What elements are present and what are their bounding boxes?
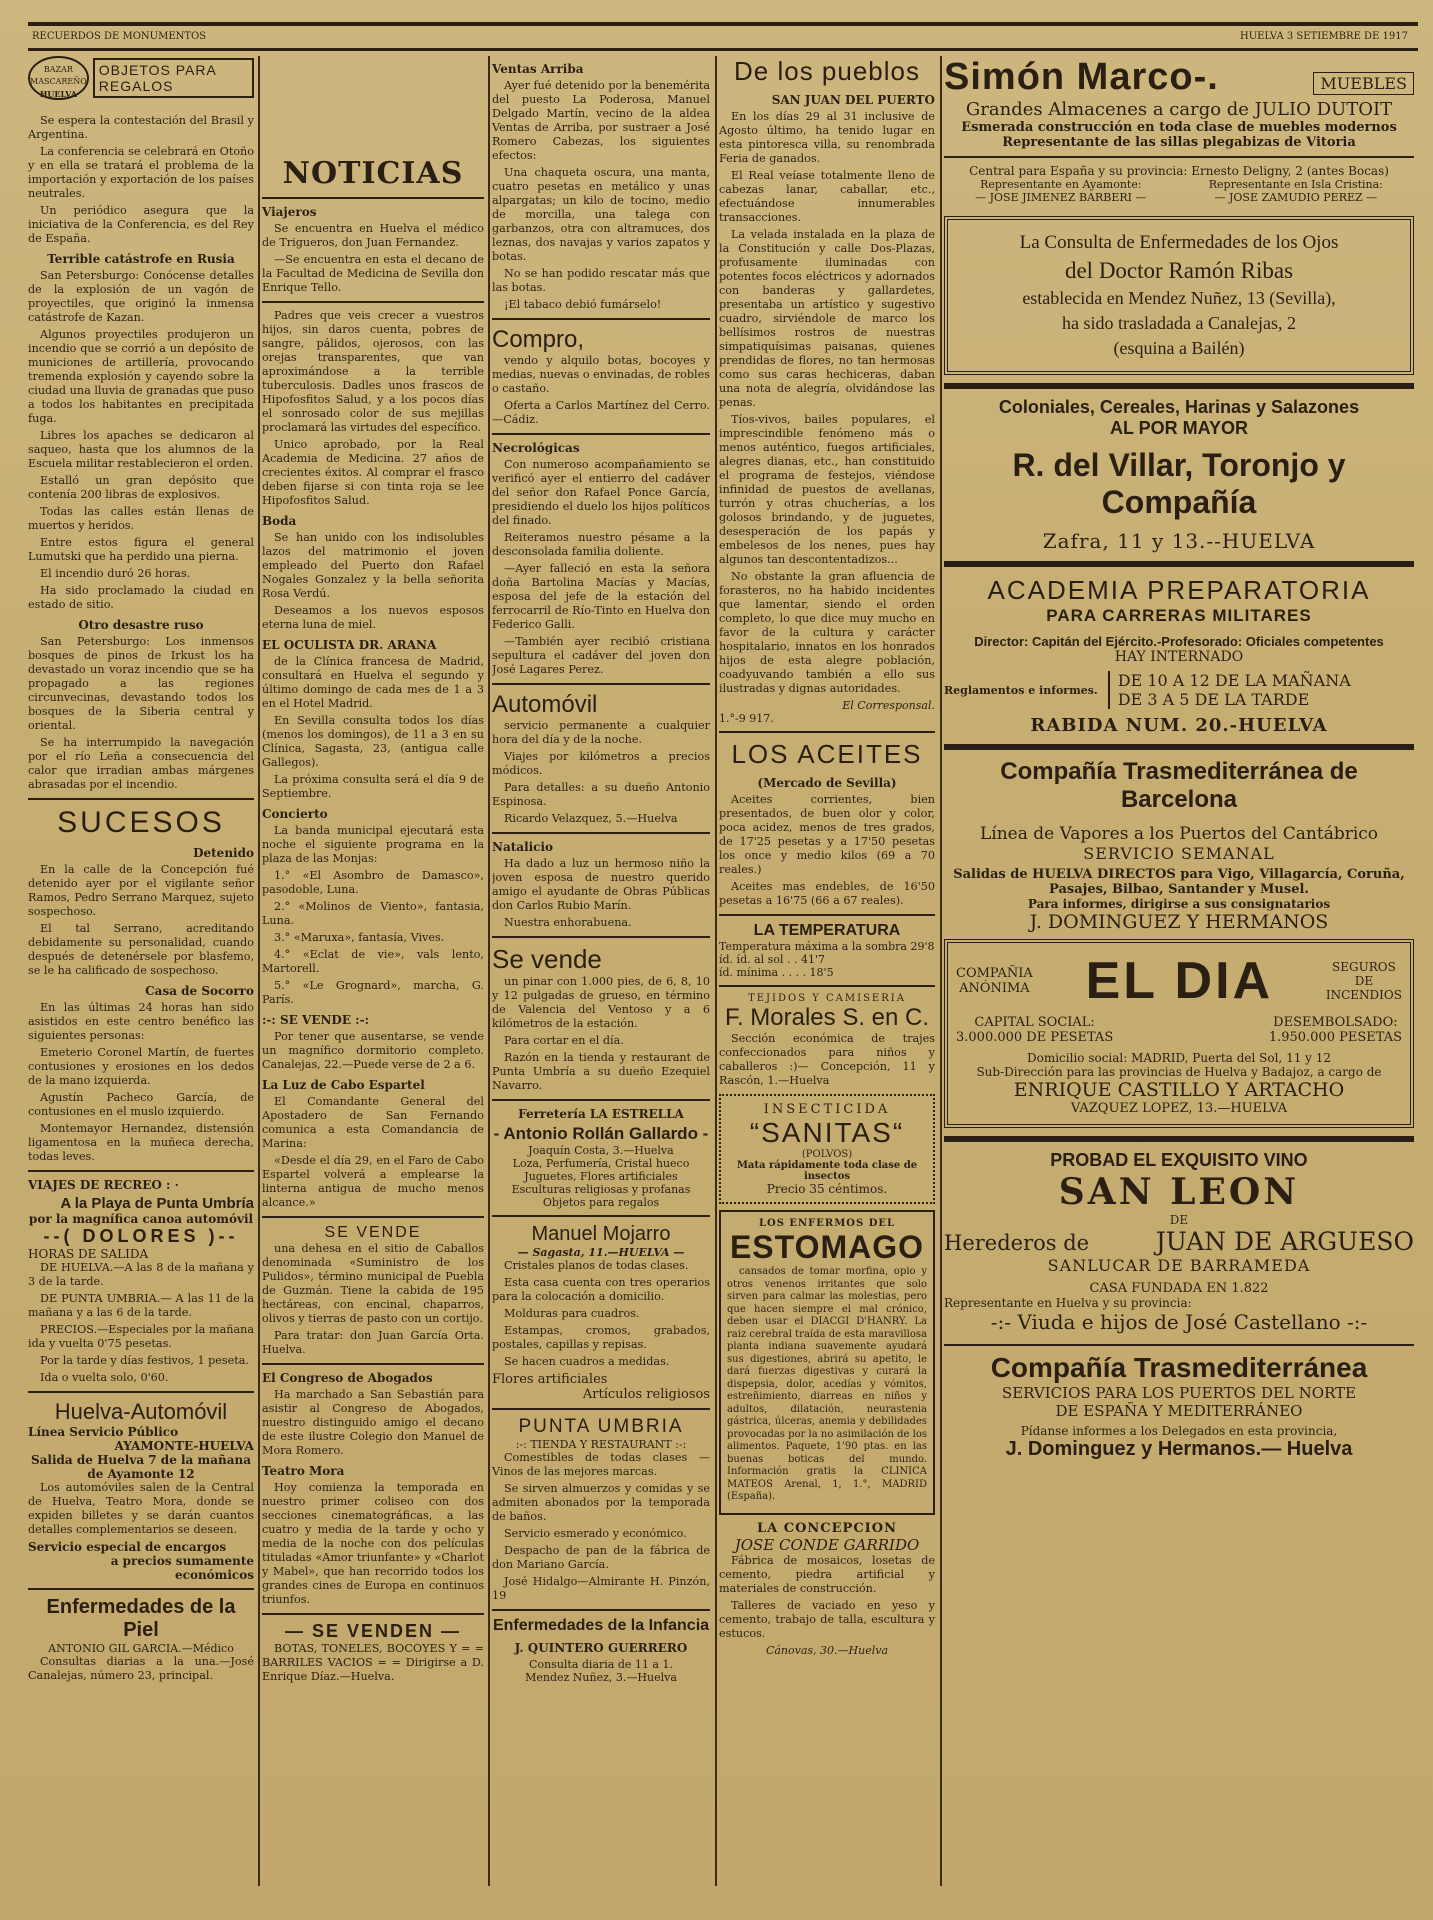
ad-line: 3.000.000 DE PESETAS [956, 1030, 1114, 1045]
paragraph: Ha dado a luz un hermoso niño la joven esposa de nuestro querido amigo el ayudante de Obras Públicas don Carlos Rubio Marín. [492, 857, 710, 912]
paragraph: Por tener que ausentarse, se vende un magnífico dormitorio completo. Canalejas, 22.—Puede verse de 2 a 6. [262, 1030, 484, 1071]
subheading: Viajeros [262, 205, 317, 219]
paragraph: Sección económica de trajes confeccionados para niños y caballeros :)— Concepción, 11 y Rascón, 1.—Huelva [719, 1032, 935, 1087]
ad-line: ENRIQUE CASTILLO Y ARTACHO [1013, 1079, 1345, 1101]
paragraph: Padres que veis crecer a vuestros hijos, sin daros cuenta, pobres de sangre, pálidos, ojerosos, con las orejas transparentes, que van aproximándose a la terrible tuberculosis. Dadles unos frascos de Hipofosfitos Salud, y a los pocos días el sonrosado color de sus mejillas proclamará las virtudes del específico. [262, 309, 484, 434]
ad-line: :-: TIENDA Y RESTAURANT :-: [515, 1438, 687, 1451]
ad-line: Mendez Nuñez, 3.—Huelva [525, 1671, 677, 1684]
section-title: De los pueblos [734, 56, 920, 86]
temperature-min: íd. mínima . . . . 18'5 [719, 966, 834, 979]
ad-line: — JOSE ZAMUDIO PEREZ — [1214, 191, 1378, 204]
divider [492, 318, 710, 320]
ad-line: Objetos para regalos [542, 1196, 660, 1209]
subheading: Teatro Mora [262, 1464, 345, 1478]
ad-title: - Antonio Rollán Gallardo - [493, 1124, 709, 1143]
paragraph: Agustín Pacheco García, de contusiones en el muslo izquierdo. [28, 1091, 254, 1118]
paragraph: Algunos proyectiles produjeron un incendio que se corrió a un depósito de municiones de artillería, provocando tremenda explosión y cayendo sobre la ciudad una lluvia de granadas que puso a todos los habitantes en precipitada fuga. [28, 328, 254, 425]
divider [944, 561, 1414, 567]
paragraph: No obstante la gran afluencia de forasteros, no ha habido incidentes que lamentar, siendo el orden completo, lo que dice muy mucho en favor de la cultura y carácter hospitalario, innatos en los honrados hijos de esta alegre población, coadyuvando también a ello sus ilustradas y dignas autoridades. [719, 570, 935, 695]
paragraph: En los días 29 al 31 inclusive de Agosto último, ha tenido lugar en esta pintoresca villa, su renombrada Feria de ganados. [719, 110, 935, 165]
paragraph: Comestibles de todas clases — Vinos de las mejores marcas. [492, 1451, 710, 1478]
ad-line: AYAMONTE-HUELVA [114, 1439, 254, 1453]
paragraph: Una chaqueta oscura, una manta, cuatro pesetas en metálico y unas alpargatas; un kilo de tocino, medio de morcilla, una talega con garbanzos, otra con altramuces, dos leznas, dos navajas y varios zapatos y botas. [492, 166, 710, 263]
villar-ad [944, 397, 1414, 553]
paragraph: DE HUELVA.—A las 8 de la mañana y 3 de la tarde. [28, 1261, 254, 1288]
subheading: La Luz de Cabo Espartel [262, 1078, 425, 1092]
column-rule [258, 56, 260, 1886]
ad-line: DE [1169, 1213, 1189, 1227]
paragraph: Consultas diarias a la una.—José Canalejas, número 23, principal. [28, 1655, 254, 1682]
paragraph: Unico aprobado, por la Real Academia de Medicina. 27 años de crecientes éxitos. Al comprar el frasco deben fijarse si con tinta roja se lee Hipofosfitos Salud. [262, 438, 484, 507]
ad-line: Director: Capitán del Ejército.-Profesorado: Oficiales competentes [974, 634, 1384, 649]
subheading: (Mercado de Sevilla) [757, 776, 897, 790]
paragraph: Se ha interrumpido la navegación por el río Leña a consecuencia del calor que irradian ambas márgenes abrasadas por el incendio. [28, 736, 254, 791]
paragraph: El tal Serrano, acreditando debidamente su personalidad, cuando después de detenérsele por blasfemo, se le ha calificado de sospechoso. [28, 922, 254, 977]
divider [492, 1408, 710, 1410]
paragraph: 5.° «Le Grognard», marcha, G. París. [262, 979, 484, 1006]
paragraph: El Comandante General del Apostadero de San Fernando comunica a esta Comandancia de Marina: [262, 1095, 484, 1150]
divider [28, 1391, 254, 1393]
subheading: Necrológicas [492, 441, 580, 455]
column-3 [492, 56, 710, 1684]
paragraph: Entre estos figura el general Lumutski que ha perdido una pierna. [28, 536, 254, 563]
paragraph: Estalló un gran depósito que contenía 200 libras de explosivos. [28, 474, 254, 501]
ad-line: Reglamentos e informes. [944, 683, 1098, 697]
ad-title: SAN LEON [1058, 1171, 1300, 1213]
header-left: RECUERDOS DE MONUMENTOS [32, 31, 207, 42]
ad-line: SANLUCAR DE BARRAMEDA [1047, 1256, 1311, 1275]
column-2 [262, 56, 484, 1687]
ad-line: Representante en Huelva y su provincia: [944, 1296, 1192, 1310]
ferreteria-ad [492, 1107, 710, 1209]
ad-line: AL POR MAYOR [1109, 418, 1249, 438]
paragraph: —Se encuentra en esta el decano de la Facultad de Medicina de Sevilla don Enrique Tello. [262, 253, 484, 294]
paragraph: Fábrica de mosaicos, losetas de cemento, piedra artificial y materiales de construcción. [719, 1553, 935, 1595]
paragraph: El incendio duró 26 horas. [40, 567, 191, 580]
subheading: Otro desastre ruso [78, 618, 204, 632]
ad-line: Esmerada construcción en toda clase de muebles modernos [961, 120, 1397, 135]
simon-marco-ad [944, 56, 1414, 204]
paragraph: Cristales planos de todas clases. [504, 1259, 689, 1272]
ad-title: Enfermedades de la Infancia [492, 1617, 710, 1634]
column-rule [715, 56, 717, 1886]
ad-title: Compañía Trasmediterránea [990, 1352, 1368, 1383]
paragraph: Emeterio Coronel Martín, de fuertes contusiones y erosiones en los dedos de la mano izquierda. [28, 1046, 254, 1087]
ad-line: ANÓNIMA [959, 981, 1030, 996]
divider [492, 936, 710, 938]
section-title: LA TEMPERATURA [753, 922, 901, 939]
paragraph: de la Clínica francesa de Madrid, consultará en Huelva el segundo y último domingo de cada mes de 1 a 3 en el Hotel Madrid. [262, 655, 484, 710]
paragraph: La banda municipal ejecutará esta noche el siguiente programa en la plaza de las Monjas: [262, 824, 484, 865]
ad-line: PROBAD EL EXQUISITO VINO [1050, 1150, 1308, 1170]
ad-line: Zafra, 11 y 13.--HUELVA [1042, 529, 1316, 553]
dateline: 1.°-9 917. [719, 712, 774, 725]
paragraph: La próxima consulta será el día 9 de Septiembre. [262, 773, 484, 800]
paragraph: Razón en la tienda y restaurant de Punta Umbría a su dueño Ezequiel Navarro. [492, 1051, 710, 1092]
ad-line: COMPAÑIA [956, 966, 1033, 981]
ad-line: Precio 35 céntimos. [766, 1182, 888, 1196]
huelva-automovil-ad [28, 1399, 254, 1582]
temperature-sun: íd. íd. al sol . . 41'7 [719, 953, 825, 966]
paragraph: La velada instalada en la plaza de la Constitución y calle Dos-Plazas, profusamente iluminadas con potentes focos eléctricos y adornados con banderas y gallardetes, presentaba un artístico y sugestivo cuadro, sirviéndole de marco los bellísimos rostros de nuestras simpatiquísimas paisanas, quienes prendidas de flores, no tan hermosas como sus caras hechiceras, daban una nota de alegría, olvidándose las penas. [719, 228, 935, 409]
ad-title: ESTOMAGO [729, 1229, 925, 1265]
ad-line: DESEMBOLSADO: [1273, 1015, 1398, 1030]
subheading: :-: SE VENDE :-: [262, 1013, 370, 1027]
paragraph: Se encuentra en Huelva el médico de Trigueros, don Juan Fernandez. [262, 222, 484, 249]
ad-title: Enfermedades de la Piel [46, 1596, 236, 1641]
ad-line: JUAN DE ARGUESO [1155, 1227, 1414, 1256]
paragraph: San Petersburgo: Conócense detalles de la explosión de un vagón de proyectiles, que originó la inmensa catástrofe de Kazan. [28, 269, 254, 324]
section-title: LOS ACEITES [731, 739, 923, 769]
ad-line: Mata rápidamente toda clase de insectos [736, 1160, 918, 1182]
paragraph: Para detalles: a su dueño Antonio Espinosa. [492, 781, 710, 808]
mojarro-ad [492, 1223, 710, 1402]
paragraph: Ida o vuelta solo, 0'60. [40, 1371, 169, 1384]
ad-line: Salidas de HUELVA DIRECTOS para Vigo, Villagarcía, Coruña, Pasajes, Bilbao, Santander y Musel. [953, 867, 1405, 897]
ad-line: Línea Servicio Público [28, 1425, 179, 1439]
divider [944, 1136, 1414, 1142]
paragraph: El Real veíase totalmente lleno de cabezas lanar, caballar, etc., efectuándose innumerables transacciones. [719, 169, 935, 224]
ad-title: ACADEMIA PREPARATORIA [987, 575, 1371, 605]
paragraph: Hoy comienza la temporada en nuestro primer coliseo con dos secciones cinematográficas, a las cuatro y media de la tarde y ocho y media de la noche con dos películas tituladas «Amor triunfante» y «Charlot y Mabel», que han recorrido todos los grandes cines de Europa en continuos triunfos. [262, 1481, 484, 1606]
paragraph: Aceites corrientes, bien presentados, de buen olor y color, poca acidez, menos de tres grados, de 17'25 pesetas y a 17'50 pesetas los once y medio kilos (69 a 70 reales.) [719, 793, 935, 876]
ad-line: Servicio especial de encargos [28, 1540, 227, 1554]
ad-line: Juguetes, Flores artificiales [524, 1170, 678, 1183]
ad-line: SEGUROS [1332, 960, 1396, 974]
divider [944, 1344, 1414, 1346]
byline: El Corresponsal. [842, 699, 935, 712]
divider [28, 1170, 254, 1172]
ad-line: Flores artificiales [492, 1372, 608, 1387]
paragraph: —Ayer falleció en esta la señora doña Bartolina Macías y Macías, esposa del jefe de la estación del ferrocarril de Río-Tinto en Huelva don Federico Galli. [492, 562, 710, 631]
ad-line: CAPITAL SOCIAL: [974, 1015, 1095, 1030]
subheading: Terrible catástrofe en Rusia [47, 252, 235, 266]
subheading: El Congreso de Abogados [262, 1371, 433, 1385]
divider [719, 914, 935, 916]
divider [719, 985, 935, 987]
ad-line: Cánovas, 30.—Huelva [765, 1643, 889, 1657]
ad-line: Grandes Almacenes a cargo de JULIO DUTOIT [965, 99, 1393, 120]
paragraph: Todas las calles están llenas de muertos y heridos. [28, 505, 254, 532]
ad-line: J. QUINTERO GUERRERO [514, 1641, 688, 1655]
ad-title: JOSE CONDE GARRIDO [734, 1535, 920, 1554]
ad-line: LA CONCEPCION [757, 1520, 897, 1536]
ad-line: Consulta diaria de 11 a 1. [529, 1658, 673, 1671]
ad-line: A la Playa de Punta Umbría [60, 1195, 254, 1212]
paragraph: Ricardo Velazquez, 5.—Huelva [504, 812, 678, 825]
ad-line: INCENDIOS [1325, 988, 1402, 1002]
ad-title: Automóvil [492, 691, 598, 718]
paragraph: La conferencia se celebrará en Otoño y en ella se tratará el problema de la importación y exportación de los países neutrales. [28, 145, 254, 200]
ad-line: DE 3 A 5 DE LA TARDE [1117, 690, 1310, 709]
ad-line: por la magnífica canoa automóvil [28, 1212, 254, 1226]
compro-ad [492, 326, 710, 354]
bazar-title: OBJETOS PARA REGALOS [93, 58, 254, 98]
ad-title: F. Morales S. en C. [724, 1004, 930, 1031]
ad-line: (POLVOS) [801, 1149, 853, 1160]
ad-title: R. del Villar, Toronjo y Compañía [1012, 447, 1346, 520]
ad-line: Coloniales, Cereales, Harinas y Salazones [998, 397, 1360, 417]
ad-line: VAZQUEZ LOPEZ, 13.—HUELVA [1070, 1101, 1288, 1116]
divider [262, 1613, 484, 1615]
ad-title: PUNTA UMBRIA [518, 1416, 684, 1437]
trasmediterranea-barcelona-ad [944, 758, 1414, 933]
ad-title: Compro, [492, 326, 585, 353]
ad-line: TEJIDOS Y CAMISERIA [748, 993, 906, 1004]
temperature-max: Temperatura máxima a la sombra 29'8 [719, 940, 935, 953]
paragraph: 4.° «Eclat de vie», vals lento, Martorell. [262, 948, 484, 975]
ad-title: Simón Marco-. [944, 56, 1219, 98]
paragraph: Con numeroso acompañamiento se verificó ayer el entierro del cadáver del señor don Rafael Ponce García, presidiendo el duelo los hijos políticos del finado. [492, 458, 710, 527]
subheading: SAN JUAN DEL PUERTO [771, 93, 935, 107]
trasmediterranea-ad [944, 1352, 1414, 1461]
ad-line: (esquina a Bailén) [1113, 338, 1245, 358]
ad-line: 1.950.000 PESETAS [1268, 1030, 1402, 1045]
ad-line: de Ayamonte 12 [87, 1467, 195, 1481]
subheading: EL OCULISTA DR. ARANA [262, 638, 437, 652]
ad-line: Salida de Huelva 7 de la mañana [30, 1453, 251, 1467]
paragraph: Talleres de vaciado en yeso y cemento, trabajo de talla, escultura y estucos. [719, 1598, 935, 1640]
ad-title: — SE VENDEN — [284, 1621, 462, 1641]
ad-line: CASA FUNDADA EN 1.822 [1089, 1281, 1269, 1296]
paragraph: Se hacen cuadros a medidas. [504, 1355, 670, 1368]
paragraph: Molduras para cuadros. [504, 1307, 640, 1320]
ad-line: — JOSE JIMENEZ BARBERI — [975, 191, 1147, 204]
paragraph: Un periódico asegura que la iniciativa de la Conferencia, es del Rey de España. [28, 204, 254, 245]
divider [492, 1609, 710, 1611]
ad-line: ANTONIO GIL GARCIA.—Médico [48, 1642, 234, 1655]
column-rule [488, 56, 490, 1886]
ad-line: Loza, Perfumería, Cristal hueco [512, 1157, 690, 1170]
subheading: Casa de Socorro [145, 984, 254, 998]
divider [492, 832, 710, 834]
ad-line: J. Dominguez y Hermanos.— Huelva [1005, 1438, 1353, 1460]
column-1 [28, 56, 254, 1686]
ad-line: LOS ENFERMOS DEL [758, 1218, 896, 1229]
subheading: Boda [262, 514, 297, 528]
ad-line: PARA CARRERAS MILITARES [1046, 606, 1312, 625]
divider [262, 1216, 484, 1218]
divider [262, 301, 484, 303]
bazar-logo: BAZAR MASCAREÑO HUELVA [28, 56, 89, 100]
divider [262, 197, 484, 199]
divider [944, 744, 1414, 750]
ad-line: a precios sumamente económicos [110, 1554, 254, 1582]
paragraph: Se han unido con los indisolubles lazos del matrimonio el joven empleado del Puerto don Rafael Nogales Gonzalez y la bella señorita Rosa Verdú. [262, 531, 484, 600]
ad-line: -:- Viuda e hijos de José Castellano -:- [990, 1310, 1368, 1334]
paragraph: ¡El tabaco debió fumárselo! [504, 298, 662, 311]
subheading: Detenido [193, 846, 254, 860]
paragraph: Se sirven almuerzos y comidas y se admiten abonados por la temporada de baños. [492, 1482, 710, 1523]
estomago-ad [719, 1210, 935, 1515]
ad-title: “SANITAS“ [749, 1117, 905, 1148]
sanitas-ad [719, 1094, 935, 1204]
ad-line: J. DOMINGUEZ Y HERMANOS [1029, 911, 1329, 933]
ad-line: Representante de las sillas plegabizas de Vitoria [1002, 135, 1356, 150]
ad-line: Pídanse informes a los Delegados en esta provincia, [1020, 1424, 1338, 1438]
ad-line: RABIDA NUM. 20.-HUELVA [1030, 715, 1328, 736]
paragraph: Los automóviles salen de la Central de Huelva, Teatro Mora, donde se expiden billetes y se darán cuantos detalles complementarios se deseen. [28, 1481, 254, 1536]
subheading: Natalicio [492, 840, 554, 854]
el-dia-ad [944, 939, 1414, 1128]
paragraph: José Hidalgo—Almirante H. Pinzón, 19 [492, 1575, 710, 1602]
ad-heading: VIAJES DE RECREO : · [28, 1178, 179, 1192]
subheading: Concierto [262, 807, 328, 821]
paragraph: PRECIOS.—Especiales por la mañana ida y vuelta 0'75 pesetas. [28, 1323, 254, 1350]
ad-line: DE [1354, 974, 1374, 988]
paragraph: Deseamos a los nuevos esposos eterna luna de miel. [262, 604, 484, 631]
paragraph: Estampas, cromos, grabados, postales, capillas y repisas. [492, 1324, 710, 1351]
column-4 [719, 56, 935, 1657]
ad-title: Manuel Mojarro [531, 1223, 671, 1245]
section-title: SUCESOS [57, 806, 225, 839]
ad-title: Huelva-Automóvil [54, 1399, 228, 1424]
ad-line: — Sagasta, 11.—HUELVA — [517, 1246, 685, 1259]
paragraph: Para cortar en el día. [504, 1034, 624, 1047]
ad-line: Domicilio social: MADRID, Puerta del Sol, 11 y 12 [1026, 1051, 1332, 1065]
divider [492, 1099, 710, 1101]
ad-line: Artículos religiosos [582, 1387, 710, 1402]
paragraph: Esta casa cuenta con tres operarios para la colocación a domicilio. [492, 1276, 710, 1303]
ad-title: Se vende [492, 944, 602, 974]
column-5 [944, 56, 1414, 1461]
ad-line: MUEBLES [1313, 72, 1414, 95]
ad-line: establecida en Mendez Nuñez, 13 (Sevilla), [1022, 288, 1336, 308]
paragraph: Se espera la contestación del Brasil y Argentina. [28, 114, 254, 141]
ad-line: Ferretería LA ESTRELLA [518, 1107, 684, 1121]
paragraph: San Petersburgo: Los inmensos bosques de pinos de Irkust los ha devastado un voraz incendio que se ha propagado a las regiones circunvecinas, devastando todos los bosques de la Siberia central y oriental. [28, 635, 254, 732]
ad-line: Central para España y su provincia: Ernesto Deligny, 2 (antes Bocas) [969, 164, 1389, 178]
paragraph: Oferta a Carlos Martínez del Cerro.—Cádiz. [492, 399, 710, 426]
oculista-ad [944, 216, 1414, 375]
paragraph: No se han podido rescatar más que las botas. [492, 267, 710, 294]
ad-title: EL DIA [1085, 952, 1274, 1010]
divider [492, 683, 710, 685]
paragraph: Servicio esmerado y económico. [504, 1527, 687, 1540]
paragraph: Por la tarde y días festivos, 1 peseta. [40, 1354, 249, 1367]
ad-title: Compañía Trasmediterránea de Barcelona [1000, 758, 1358, 813]
paragraph: Ayer fué detenido por la benemérita del puesto La Poderosa, Manuel Delgado Martín, vecino de la aldea Ventas de Arriba, por sustraer a José Romero Cabezas, los siguientes efectos: [492, 79, 710, 162]
paragraph: Nuestra enhorabuena. [504, 916, 632, 929]
paragraph: Despacho de pan de la fábrica de don Mariano García. [492, 1544, 710, 1571]
divider [492, 433, 710, 435]
ad-line: Joaquín Costa, 3.—Huelva [528, 1144, 674, 1157]
ad-line: Esculturas religiosas y profanas [511, 1183, 691, 1196]
divider [28, 1588, 254, 1590]
paragraph: «Desde el día 29, en el Faro de Cabo Espartel volverá a emplearse la linterna antigua de mucho menos alcance.» [262, 1154, 484, 1209]
divider [28, 798, 254, 800]
ad-line: Representante en Isla Cristina: [1208, 178, 1383, 191]
bazar-ad [28, 56, 254, 100]
ad-line: SERVICIOS PARA LOS PUERTOS DEL NORTE [1001, 1384, 1357, 1402]
paragraph: Libres los apaches se dedicaron al saqueo, hasta que los alumnos de la Escuela militar restablecieron el orden. [28, 429, 254, 470]
divider [944, 156, 1414, 158]
ad-line: Para informes, dirigirse a sus consignatarios [1027, 897, 1331, 911]
paragraph: En las últimas 24 horas han sido asistidos en este centro benéfico las siguientes personas: [28, 1001, 254, 1042]
divider [492, 1215, 710, 1217]
paragraph: servicio permanente a cualquier hora del día y de la noche. [492, 719, 710, 746]
paragraph: un pinar con 1.000 pies, de 6, 8, 10 y 12 pulgadas de grueso, en término de Valencia del Ventoso y a 6 kilómetros de la estación. [492, 975, 710, 1030]
divider [944, 383, 1414, 389]
divider [719, 731, 935, 733]
paragraph: 3.° «Maruxa», fantasía, Vives. [274, 931, 445, 944]
paragraph: —También ayer recibió cristiana sepultura el cadáver del joven don José Lagares Perez. [492, 635, 710, 676]
paragraph: una dehesa en el sitio de Caballos denominada «Suministro de los Pulidos», término municipal de Puebla de Guzmán. Tiene la cabida de 195 hectáreas, con encinal, chaparros, olivos y tierras de pasto con un cortijo. [262, 1242, 484, 1325]
ad-line: Representante en Ayamonte: [980, 178, 1142, 191]
divider [262, 1363, 484, 1365]
paragraph: vendo y alquilo botas, bocoyes y medias, nuevas o envinadas, de robles o castaño. [492, 354, 710, 395]
section-title: NOTICIAS [282, 156, 464, 191]
paragraph: En la calle de la Concepción fué detenido ayer por el vigilante señor Ramos, Pedro Serrano Marquez, sujeto sospechoso. [28, 863, 254, 918]
paragraph: Viajes por kilómetros a precios módicos. [492, 750, 710, 777]
paragraph: Tíos-vivos, bailes populares, el imprescindible fenómeno más o menos auténtico, fuegos artificiales, alegres dianas, etc., han constituido el programa de festejos, viéndose infinidad de puestos de avellanas, turrón y otras chucherías, a los golosos brindando, y de juguetes, desesperación de los papás y embelesos de los nenes, pues hay algunos tan descontentadizos... [719, 413, 935, 566]
paragraph: Aceites mas endebles, de 16'50 pesetas a 16'75 (66 a 67 reales). [719, 880, 935, 907]
paragraph: Ha marchado a San Sebastián para asistir al Congreso de Abogados, nuestro distinguido amigo el decano de este ilustre Colegio don Manuel de Mora Romero. [262, 1388, 484, 1457]
ad-line: Línea de Vapores a los Puertos del Cantábrico [979, 824, 1379, 844]
academia-ad [944, 575, 1414, 736]
paragraph: 1.° «El Asombro de Damasco», pasodoble, Luna. [262, 869, 484, 896]
ad-title: del Doctor Ramón Ribas [1064, 258, 1294, 283]
ad-title: SE VENDE [324, 1224, 422, 1241]
column-rule [940, 56, 942, 1886]
ad-line: Herederos de [944, 1231, 1090, 1255]
ad-line: --( DOLORES )-- [43, 1226, 239, 1246]
paragraph: cansados de tomar morfina, opio y otros venenos irritantes que solo sirven para calmar las molestias, pero que hacen siempre el mal crónico, deben usar el DIACGI D'HANRY. La raiz cerebral traída de esta maravillosa planta indiana suavemente ayudará sus digestiones, abrirá su apetito, le dará fuerzas digestivas y curará la dispepsia, dolor, acedías y vómitos, estreñimiento, diarreas en niños y adultos, dilatación, neurastenia gástrica, úlceras, anemia y debilidades provocadas por la no asimilación de los alimentos. Paquete, 1'90 ptas. en las buenas boticas del mundo. Información gratis la CLINICA MATEOS Arenal, 1, 1.°, MADRID (España). [727, 1266, 927, 1502]
ad-line: Sub-Dirección para las provincias de Huelva y Badajoz, a cargo de [976, 1065, 1382, 1079]
paragraph: Para tratar: don Juan García Orta. Huelva. [262, 1329, 484, 1356]
ad-line: HORAS DE SALIDA [28, 1247, 149, 1261]
ad-line: INSECTICIDA [763, 1102, 891, 1117]
ad-line: SERVICIO SEMANAL [1083, 844, 1275, 863]
page-header [28, 22, 1418, 51]
ad-line: DE 10 A 12 DE LA MAÑANA [1117, 671, 1351, 690]
paragraph: BOTAS, TONELES, BOCOYES Y = = BARRILES VACIOS = = Dirigirse a D. Enrique Díaz.—Huelva. [262, 1642, 484, 1683]
paragraph: 2.° «Molinos de Viento», fantasia, Luna. [262, 900, 484, 927]
paragraph: En Sevilla consulta todos los días (menos los domingos), de 11 a 3 en su Clínica, Sagasta, 23, (antigua calle Gallegos). [262, 714, 484, 769]
ad-line: ha sido trasladada a Canalejas, 2 [1062, 313, 1296, 333]
san-leon-ad [944, 1150, 1414, 1334]
paragraph: Montemayor Hernandez, distensión ligamentosa en la muñeca derecha, todas leves. [28, 1122, 254, 1163]
viajes-ad [28, 1178, 254, 1385]
subheading: Ventas Arriba [492, 62, 584, 76]
paragraph: Reiteramos nuestro pésame a la desconsolada familia doliente. [492, 531, 710, 558]
ad-line: DE ESPAÑA Y MEDITERRÁNEO [1055, 1402, 1303, 1420]
ad-line: La Consulta de Enfermedades de los Ojos [1019, 232, 1339, 253]
header-right: HUELVA 3 SETIEMBRE DE 1917 [1240, 31, 1408, 42]
ad-line: HAY INTERNADO [1114, 649, 1244, 665]
punta-umbria-ad [492, 1416, 710, 1603]
paragraph: DE PUNTA UMBRIA.— A las 11 de la mañana y a las 6 de la tarde. [28, 1292, 254, 1319]
paragraph: Ha sido proclamado la ciudad en estado de sitio. [28, 584, 254, 611]
